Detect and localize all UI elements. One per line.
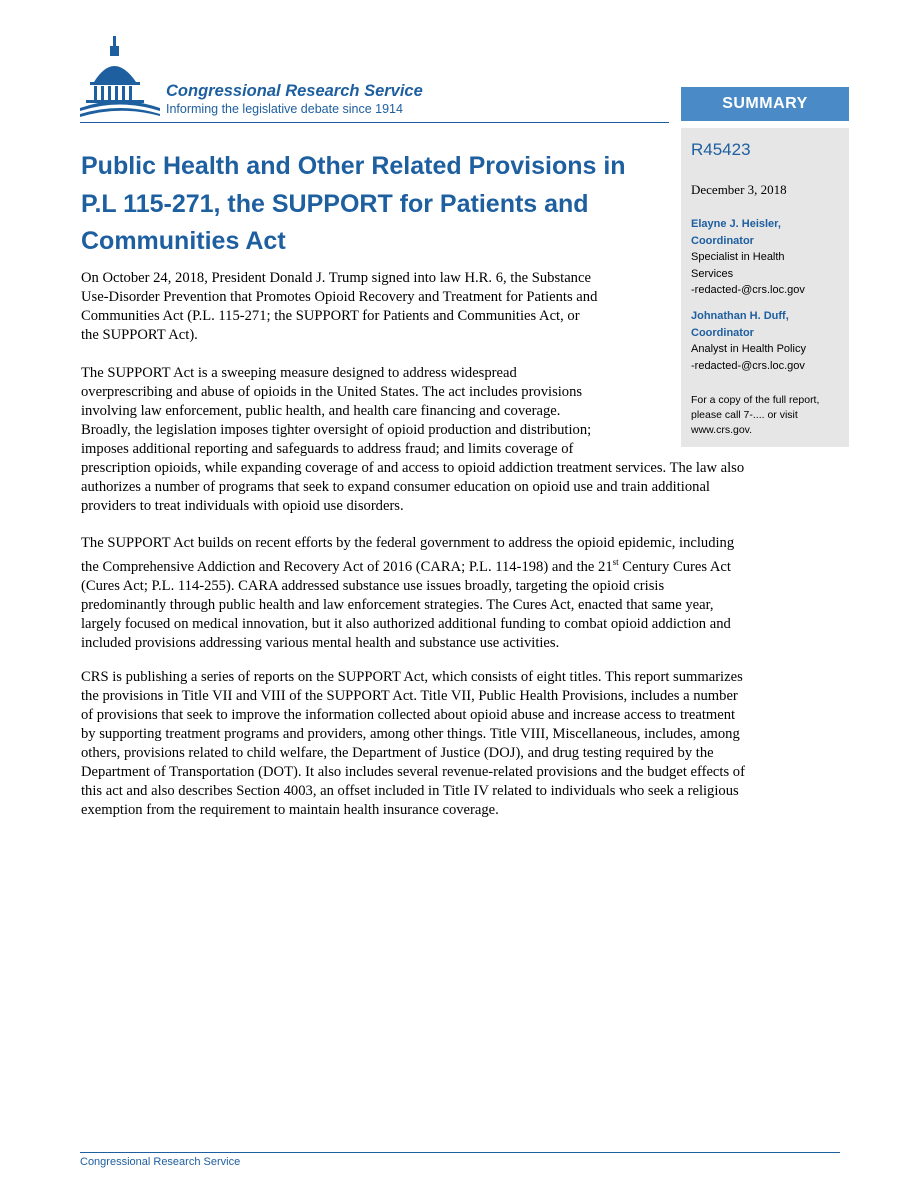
author-block: [691, 216, 847, 299]
paragraph-line: authorizes a number of programs that seek to expand consumer education on opioid use and train additional: [81, 479, 710, 495]
author-role: Coordinator: [691, 234, 754, 247]
title-line: Communities Act: [81, 227, 286, 255]
paragraph-line: providers to treat individuals with opioid use disorders.: [81, 498, 404, 514]
paragraph-line: largely focused on medical innovation, but it also authorized additional funding to combat opioid addiction and: [81, 615, 731, 632]
paragraph-line: included provisions addressing various mental health and substance use activities.: [81, 634, 560, 651]
paragraph-line: Department of Transportation (DOT). It also includes several revenue-related provisions and the budget effects of: [81, 764, 745, 780]
author-title: Analyst in Health Policy: [691, 343, 806, 355]
crs-logo: [80, 34, 480, 124]
body-paragraph: [81, 668, 745, 820]
org-name: Congressional Research Service: [166, 82, 423, 100]
paragraph-line: prescription opioids, while expanding coverage of and access to opioid addiction treatment services. The law also: [81, 460, 745, 476]
note-line: please call 7-.... or visit: [691, 409, 798, 421]
author-role: Coordinator: [691, 326, 754, 339]
paragraph-line: the SUPPORT Act).: [81, 327, 198, 343]
author-name: Johnathan H. Duff,: [691, 310, 789, 322]
note-line: For a copy of the full report,: [691, 394, 820, 406]
paragraph-line: imposes additional reporting and safeguards to address fraud; and limits coverage of: [81, 441, 574, 457]
paragraph-line: the Comprehensive Addiction and Recovery Act of 2016 (CARA; P.L. 114-198) and the 21st Century Cures Act: [81, 557, 731, 575]
paragraph-line: others, provisions related to child welfare, the Department of Justice (DOJ), and drug testing required by the: [81, 745, 714, 761]
org-tagline: Informing the legislative debate since 1914: [166, 102, 403, 116]
paragraph-line: by supporting treatment programs and providers, among other things. Title VIII, Miscellaneous, includes, among: [81, 726, 740, 742]
paragraph-line: Broadly, the legislation imposes tighter oversight of opioid production and distribution;: [81, 422, 592, 438]
author-title: Services: [691, 267, 734, 280]
paragraph-line: On October 24, 2018, President Donald J. Trump signed into law H.R. 6, the Substance: [81, 270, 591, 286]
body-paragraph: [81, 364, 744, 516]
paragraph-line: (Cures Act; P.L. 114-255). CARA addressed substance use issues broadly, targeting the opioid crisis: [81, 577, 665, 594]
header-divider: [80, 122, 669, 123]
capitol-dome-icon: [80, 34, 164, 124]
paragraph-line: of provisions that seek to improve the information collected about opioid abuse and increase access to treatment: [81, 707, 736, 723]
body-paragraph: [81, 269, 597, 345]
paragraph-line: CRS is publishing a series of reports on the SUPPORT Act, which consists of eight titles. This report summarizes: [81, 669, 743, 685]
footer-label: Congressional Research Service: [80, 1156, 241, 1168]
page-title: [81, 148, 661, 261]
report-number: R45423: [691, 140, 751, 159]
author-email[interactable]: -redacted-@crs.loc.gov: [691, 359, 805, 372]
body-paragraph: [81, 534, 734, 653]
paragraph-line: The SUPPORT Act builds on recent efforts by the federal government to address the opioid epidemic, including: [81, 535, 735, 551]
paragraph-line: the provisions in Title VII and VIII of the SUPPORT Act. Title VII, Public Health Provisions, includes a number: [81, 688, 738, 704]
author-title: Specialist in Health: [691, 251, 785, 263]
author-name: Elayne J. Heisler,: [691, 218, 781, 230]
paragraph-line: Communities Act (P.L. 115-271; the SUPPORT for Patients and Communities Act, or: [81, 308, 580, 324]
author-email[interactable]: -redacted-@crs.loc.gov: [691, 284, 805, 296]
paragraph-line: predominantly through public health and law enforcement strategies. The Cures Act, enacted that same year,: [81, 596, 714, 613]
summary-heading: SUMMARY: [681, 87, 849, 121]
paragraph-line: exemption from the requirement to maintain health insurance coverage.: [81, 802, 499, 818]
note-line[interactable]: www.crs.gov.: [691, 424, 753, 436]
report-date: December 3, 2018: [691, 182, 787, 197]
paragraph-line: Use-Disorder Prevention that Promotes Opioid Recovery and Treatment for Patients and: [81, 289, 598, 305]
paragraph-line: The SUPPORT Act is a sweeping measure designed to address widespread: [81, 365, 517, 381]
paragraph-line: involving law enforcement, public health, and health care financing and coverage.: [81, 403, 561, 419]
paragraph-line: overprescribing and abuse of opioids in the United States. The act includes provisions: [81, 384, 583, 400]
paragraph-line: this act and also describes Section 4003, an offset included in Title IV related to individuals who seek a religious: [81, 783, 739, 799]
title-line: P.L 115-271, the SUPPORT for Patients and: [81, 189, 589, 218]
footer-divider: [80, 1152, 840, 1153]
title-line: Public Health and Other Related Provisions in: [81, 152, 626, 180]
